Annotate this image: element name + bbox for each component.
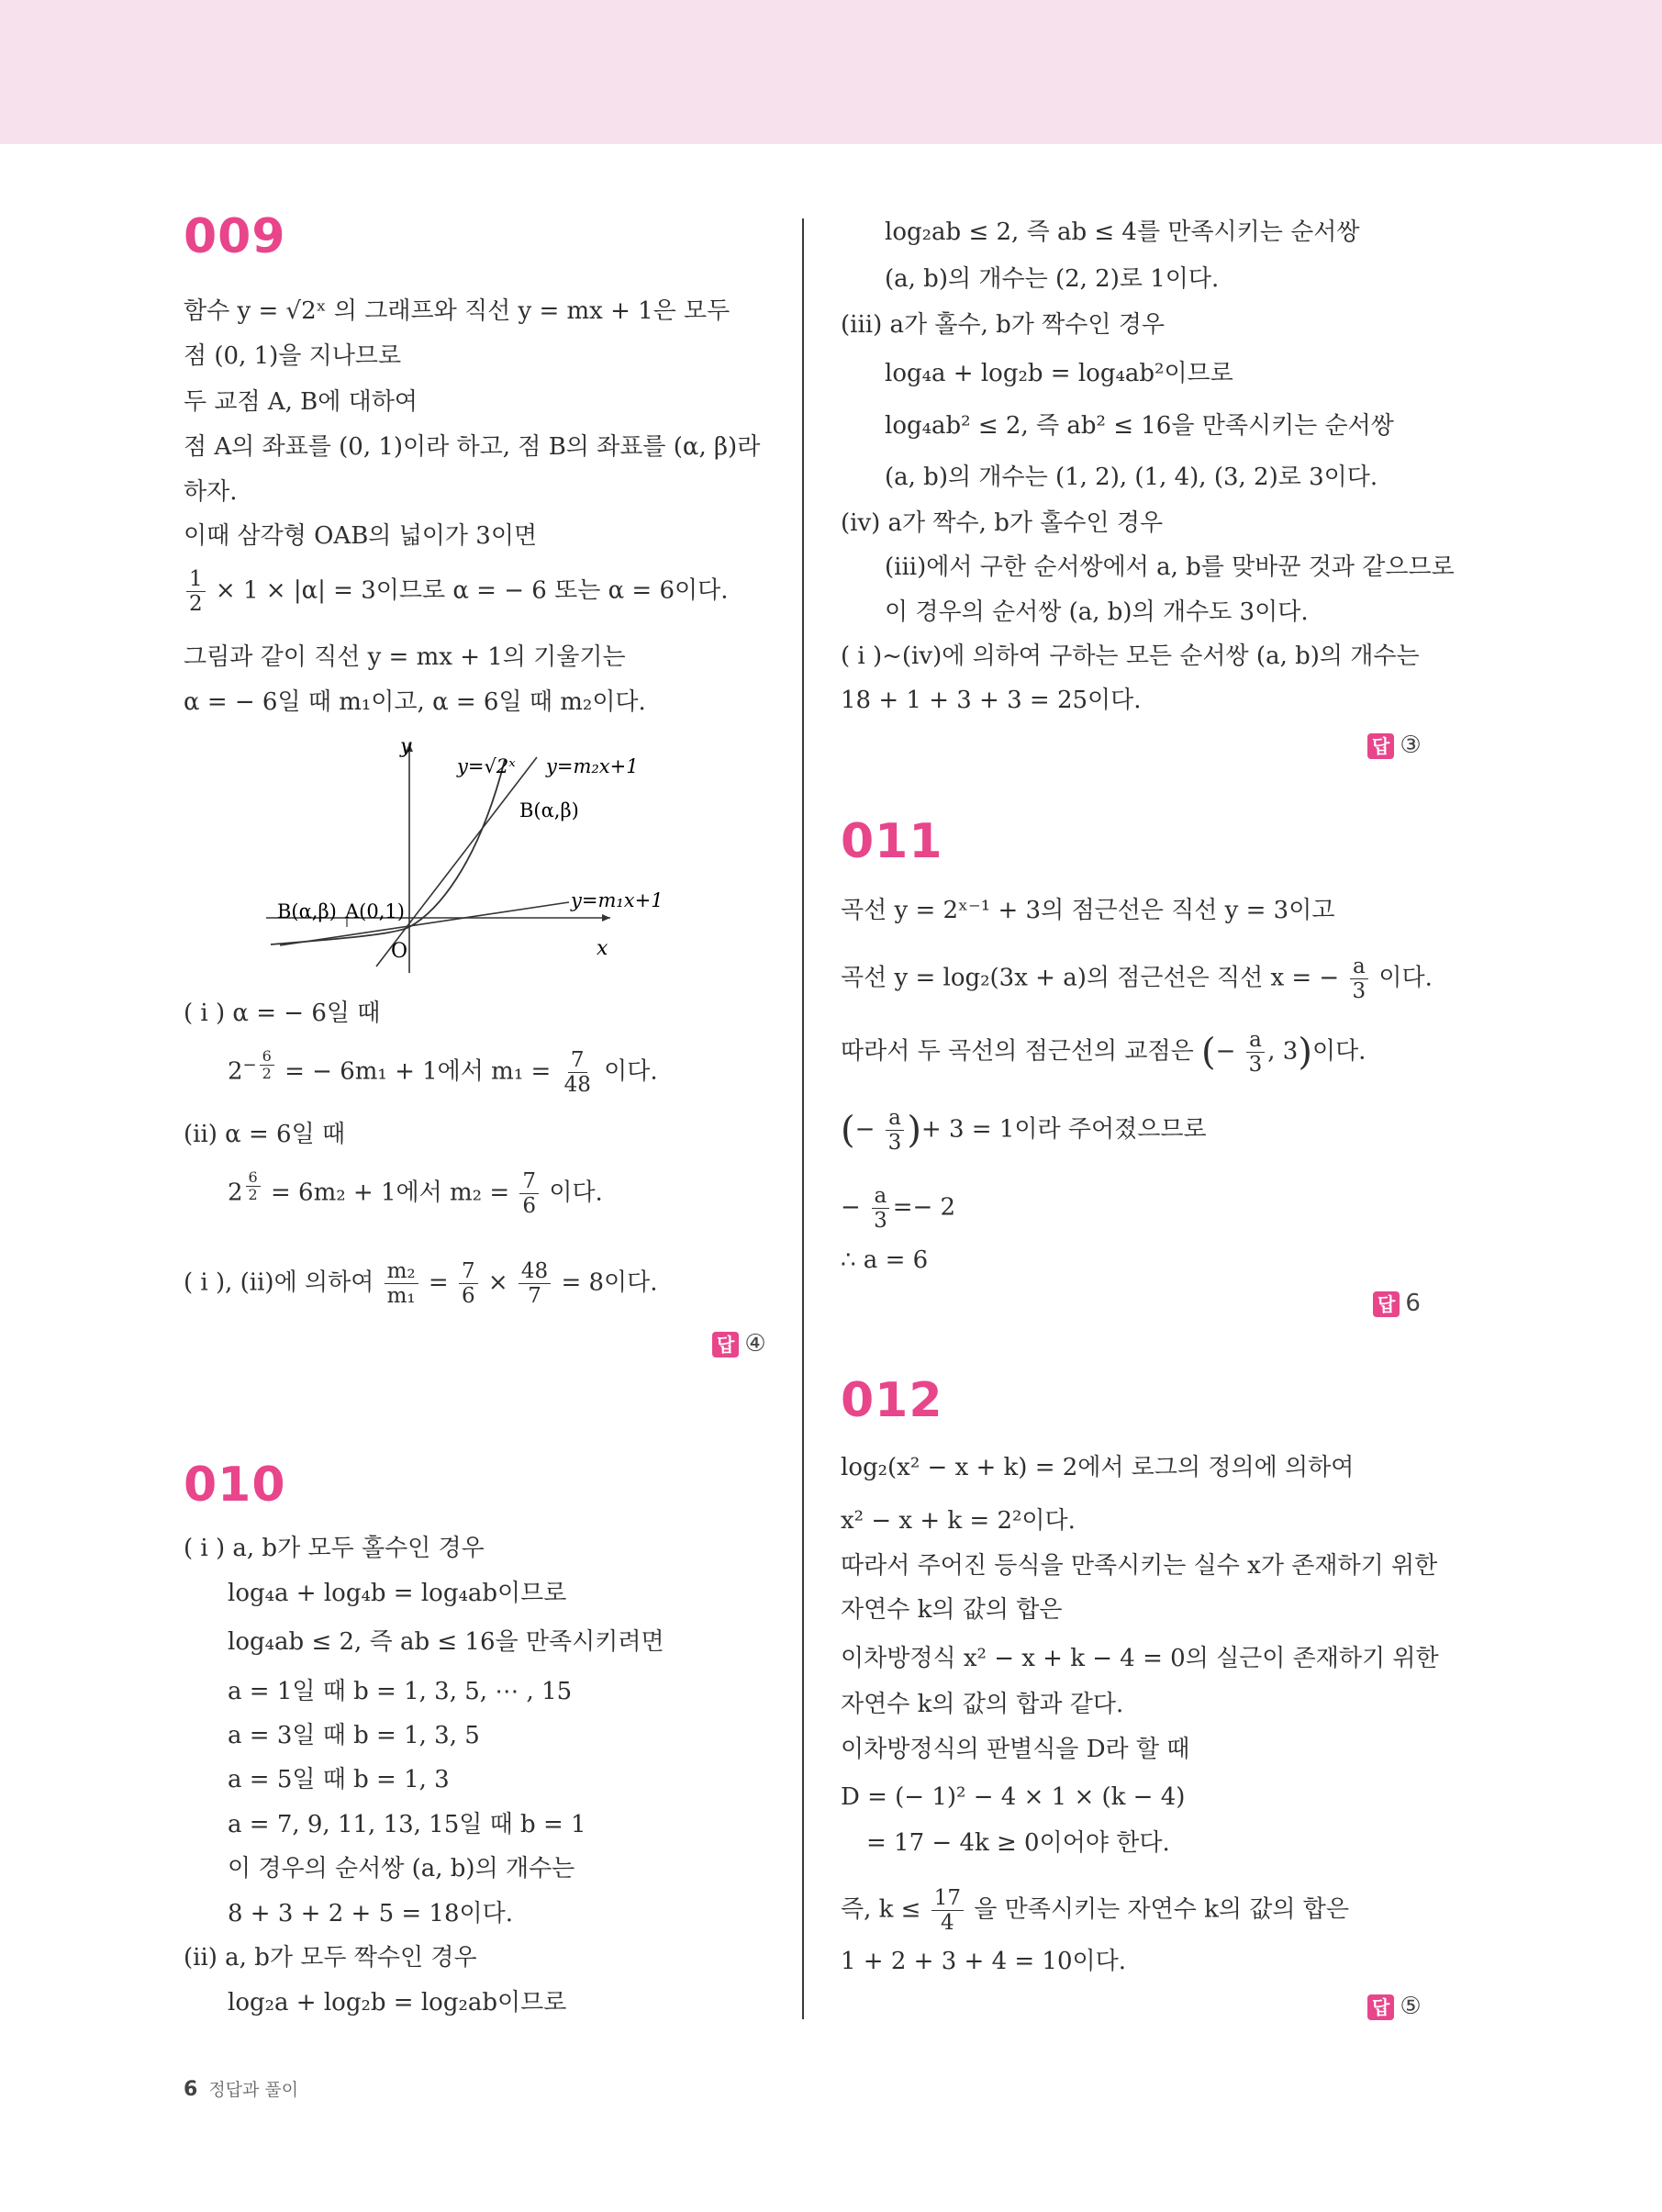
p010-line-2: log₄a + log₄b = log₄ab이므로: [228, 1580, 567, 1607]
fraction-r2: $\frac{48}{7}$: [519, 1259, 551, 1308]
p012-line-6: 자연수 k의 값의 합과 같다.: [841, 1691, 1124, 1718]
x-axis-arrow: [602, 914, 610, 922]
p011-line-5: − $\frac{a}{3}$ =− 2: [841, 1184, 956, 1233]
column-divider: [802, 218, 804, 2019]
p012-line-1: log₂(x² − x + k) = 2에서 로그의 정의에 의하여: [841, 1454, 1355, 1481]
p010-line-4: a = 1일 때 b = 1, 3, 5, ⋯ , 15: [228, 1678, 573, 1705]
fraction-a-over-3: $\frac{a}{3}$: [1246, 1028, 1266, 1077]
p010-line-12: log₂ab ≤ 2, 즉 ab ≤ 4를 만족시키는 순서쌍: [885, 218, 1360, 246]
p011-line-6: ∴ a = 6: [841, 1246, 929, 1274]
p012-line-7: 이차방정식의 판별식을 D라 할 때: [841, 1736, 1190, 1763]
problem-number-010: 010: [184, 1458, 286, 1513]
p009-line-2: 점 (0, 1)을 지나므로: [184, 342, 402, 370]
line-m2-label: y=m₂x+1: [546, 755, 639, 777]
p010-line-11: log₂a + log₂b = log₂ab이므로: [228, 1989, 567, 2016]
page-number: 6: [184, 2078, 198, 2101]
p009-line-3: 두 교점 A, B에 대하여: [184, 388, 418, 416]
p009-line-1: 함수 y = √2ˣ 의 그래프와 직선 y = mx + 1은 모두: [184, 297, 731, 325]
p009-case-2-title: (ii) α = 6일 때: [184, 1121, 346, 1148]
fraction-17-over-4: $\frac{17}{4}$: [931, 1886, 964, 1935]
p010-line-18: (iv) a가 짝수, b가 홀수인 경우: [841, 509, 1164, 537]
answer-badge: 답: [1367, 733, 1394, 759]
p009-line-4: 점 A의 좌표를 (0, 1)이라 하고, 점 B의 좌표를 (α, β)라: [184, 433, 761, 461]
curve-label: y=√2ˣ: [457, 755, 516, 777]
p010-line-6: a = 5일 때 b = 1, 3: [228, 1766, 450, 1793]
p010-line-22: 18 + 1 + 3 + 3 = 25이다.: [841, 687, 1142, 714]
header-band: [0, 0, 1662, 144]
p012-answer: [1367, 1992, 1422, 2021]
p009-line-9: α = − 6일 때 m₁이고, α = 6일 때 m₂이다.: [184, 688, 646, 716]
p011-line-4: (− $\frac{a}{3}$ )+ 3 = 1이라 주어졌으므로: [841, 1106, 1207, 1155]
point-b-right-label: B(α,β): [519, 799, 579, 821]
p009-line-5: 하자.: [184, 478, 238, 506]
answer-badge: 답: [712, 1332, 739, 1357]
p011-answer: [1373, 1289, 1421, 1318]
problem-number-009: 009: [184, 209, 286, 264]
p010-line-14: (iii) a가 홀수, b가 짝수인 경우: [841, 311, 1166, 339]
p010-line-10: (ii) a, b가 모두 짝수인 경우: [184, 1944, 477, 1972]
fraction-ratio: $\frac{\text{m₂}}{\text{m₁}}$: [385, 1259, 418, 1308]
p010-line-9: 8 + 3 + 2 + 5 = 18이다.: [228, 1900, 514, 1927]
fraction-a-over-3: $\frac{a}{3}$: [886, 1106, 905, 1155]
fraction-m1: $\frac{7}{48}$: [563, 1048, 591, 1097]
answer-badge: 답: [1373, 1291, 1400, 1317]
p010-line-15: log₄a + log₂b = log₄ab²이므로: [885, 360, 1233, 387]
origin-label: O: [391, 940, 408, 963]
y-axis-label: y: [400, 735, 412, 758]
p009-answer: [712, 1329, 766, 1358]
p009-line-6: 이때 삼각형 OAB의 넓이가 3이면: [184, 522, 538, 550]
x-axis-label: x: [597, 937, 608, 960]
p012-line-11: 1 + 2 + 3 + 4 = 10이다.: [841, 1948, 1127, 1975]
fraction-half: $\frac{1}{2}$: [186, 567, 206, 616]
p011-line-3: 따라서 두 곡선의 점근선의 교점은 (− $\frac{a}{3}$ , 3)이다.: [841, 1028, 1366, 1077]
p009-conclusion: ( i ), (ii)에 의하여 $\frac{\text{m₂}}{\text{m₁}}$ = $\frac{7}{6}$ × $\frac{48}{7}$ = 8이다.: [184, 1259, 658, 1308]
p009-line-8: 그림과 같이 직선 y = mx + 1의 기울기는: [184, 643, 626, 671]
problem-number-012: 012: [841, 1373, 943, 1428]
p012-line-3: 따라서 주어진 등식을 만족시키는 실수 x가 존재하기 위한: [841, 1552, 1438, 1580]
fraction-a-over-3: $\frac{a}{3}$: [871, 1184, 890, 1233]
p010-line-5: a = 3일 때 b = 1, 3, 5: [228, 1722, 480, 1749]
p010-line-7: a = 7, 9, 11, 13, 15일 때 b = 1: [228, 1811, 586, 1838]
p012-line-8: D = (− 1)² − 4 × 1 × (k − 4): [841, 1783, 1186, 1811]
p011-line-1: 곡선 y = 2ˣ⁻¹ + 3의 점근선은 직선 y = 3이고: [841, 897, 1335, 924]
p009-line-area: $\frac{1}{2}$ × 1 × |α| = 3이므로 α = − 6 또는 α = 6이다.: [184, 567, 729, 616]
exponential-graph: [266, 734, 697, 978]
p009-case-1-eq: $2^{- \frac{6}{2}}$ = − 6m₁ + 1에서 m₁ = $\frac{7}{48}$ 이다.: [228, 1047, 658, 1097]
p010-line-20: 이 경우의 순서쌍 (a, b)의 개수도 3이다.: [885, 598, 1309, 626]
p012-line-2: x² − x + k = 2²이다.: [841, 1507, 1076, 1535]
p010-line-3: log₄ab ≤ 2, 즉 ab ≤ 16을 만족시키려면: [228, 1628, 664, 1656]
p010-line-19: (iii)에서 구한 순서쌍에서 a, b를 맞바꾼 것과 같으므로: [885, 553, 1455, 581]
fraction-r1: $\frac{7}{6}$: [459, 1259, 478, 1308]
p010-line-8: 이 경우의 순서쌍 (a, b)의 개수는: [228, 1855, 575, 1882]
p010-line-21: ( i )~(iv)에 의하여 구하는 모든 순서쌍 (a, b)의 개수는: [841, 642, 1420, 670]
p010-line-1: ( i ) a, b가 모두 홀수인 경우: [184, 1535, 485, 1562]
fraction-m2: $\frac{7}{6}$: [519, 1169, 539, 1218]
answer-badge: 답: [1367, 1994, 1394, 2020]
page-footer: [184, 2076, 298, 2101]
line-m2: [376, 757, 537, 966]
fraction-a-over-3: $\frac{a}{3}$: [1349, 955, 1368, 1003]
p012-line-10: 즉, k ≤ $\frac{17}{4}$ 을 만족시키는 자연수 k의 값의 합은: [841, 1886, 1349, 1935]
p009-case-1-title: ( i ) α = − 6일 때: [184, 1000, 381, 1027]
footer-label: 정답과 풀이: [208, 2080, 299, 2100]
p010-line-13: (a, b)의 개수는 (2, 2)로 1이다.: [885, 265, 1220, 293]
p010-line-16: log₄ab² ≤ 2, 즉 ab² ≤ 16을 만족시키는 순서쌍: [885, 412, 1394, 440]
p012-line-5: 이차방정식 x² − x + k − 4 = 0의 실근이 존재하기 위한: [841, 1645, 1439, 1672]
line-m1-label: y=m₁x+1: [571, 889, 664, 911]
p010-line-17: (a, b)의 개수는 (1, 2), (1, 4), (3, 2)로 3이다.: [885, 464, 1378, 491]
p009-case-2-eq: 2 $^{\frac{6}{2}}$ = 6m₂ + 1에서 m₂ = $\frac{7}{6}$ 이다.: [228, 1168, 603, 1218]
point-b-left-label: B(α,β): [277, 900, 337, 922]
problem-number-011: 011: [841, 814, 943, 869]
answer-value: 6: [1405, 1290, 1421, 1317]
answer-value: ⑤: [1400, 1993, 1422, 2020]
point-a-label: A(0,1): [345, 900, 405, 922]
p011-line-2: 곡선 y = log₂(3x + a)의 점근선은 직선 x = − $\frac{a}{3}$ 이다.: [841, 955, 1433, 1003]
p012-line-9: = 17 − 4k ≥ 0이어야 한다.: [866, 1829, 1170, 1857]
p010-answer: [1367, 731, 1422, 760]
p012-line-4: 자연수 k의 값의 합은: [841, 1596, 1063, 1624]
answer-value: ④: [744, 1330, 766, 1357]
answer-value: ③: [1400, 732, 1422, 759]
